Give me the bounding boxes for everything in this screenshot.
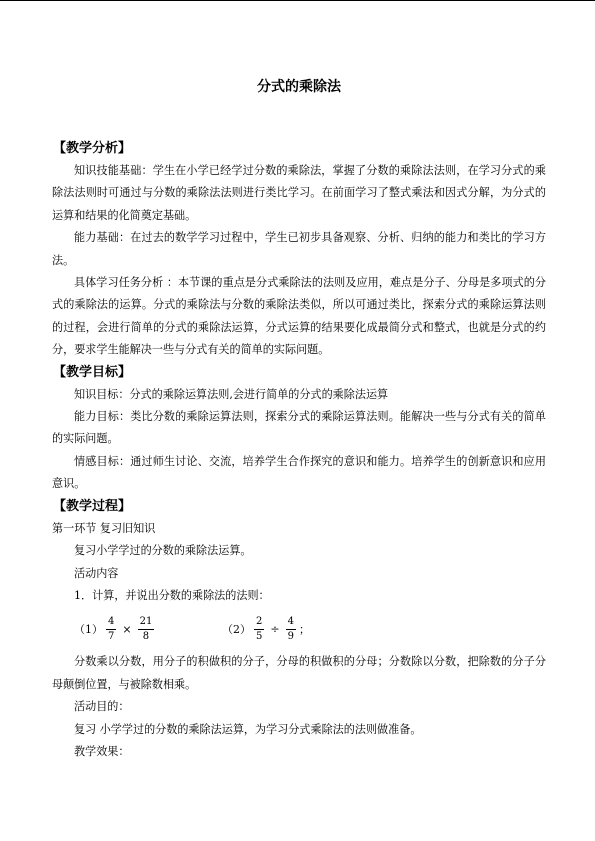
paragraph-emotion-goal: 情感目标：通过师生讨论、交流，培养学生合作探究的意识和能力。培养学生的创新意识和应用意识。 [52,454,546,491]
paragraph-task-analysis: 具体学习任务分析 ：本节课的重点是分式乘除法的法则及应用，难点是分子、分母是多项式的分式的乘除法的运算。分式的乘除法与分数的乘除法类似，所以可通过类比，探索分式的乘除运算法则的过程，会进行简单的分式的乘除法运算，分式运算的结果要化成最简分式和整式，也就是分式的约分，要求学生能解决一些与分式有关的简单的实际问题。 [52,276,546,357]
math-expression-1 [74,607,157,651]
math-expression-2 [222,607,310,651]
fraction-numerator: 4 [286,616,296,630]
expr1-label: （1） [74,623,103,637]
review-line: 复习小学学过的分数的乘除法运算。 [74,544,252,558]
paragraph-ability-goal: 能力目标：类比分数的乘除运算法则，探索分式的乘除运算法则。能解决一些与分式有关的简单的实际问题。 [52,410,546,446]
fraction-2-5 [254,616,264,643]
task-1-line: 1．计算，并说出分数的乘除法的法则： [74,588,270,602]
activity-goal-text: 复习 小学学过的分数的乘除法运算，为学习分式乘除法的法则做准备。 [74,722,422,736]
activity-goal-label: 活动目的： [74,700,130,714]
document-body [52,138,546,763]
section-heading-process: 【教学过程】 [53,498,132,514]
divide-operator: ÷ [270,622,280,636]
multiply-operator: × [122,622,132,636]
fraction-denominator: 7 [108,630,115,642]
paragraph-ability-base: 能力基础：在过去的数学学习过程中，学生已初步具备观察、分析、归纳的能力和类比的学习方法。 [52,231,546,267]
expr2-end-punct: ； [298,623,310,637]
teaching-effect-label: 教学效果： [74,744,130,758]
document-title: 分式的乘除法 [257,79,341,95]
fraction-denominator: 5 [256,630,263,642]
fraction-denominator: 8 [142,630,150,642]
fraction-numerator: 21 [138,616,155,630]
section-heading-goals: 【教学目标】 [53,364,132,380]
fraction-4-9 [286,616,296,643]
page-top-border [0,0,595,1]
math-expressions-row [52,607,546,651]
section-heading-analysis: 【教学分析】 [53,141,132,156]
fraction-4-7 [106,616,116,643]
subsection-title: 第一环节 复习旧知识 [52,521,156,535]
fraction-numerator: 2 [254,616,264,630]
fraction-numerator: 4 [106,616,116,630]
paragraph-fraction-rule: 分数乘以分数，用分子的积做积的分子，分母的积做积的分母；分数除以分数，把除数的分子分母颠倒位置，与被除数相乘。 [52,655,546,691]
paragraph-knowledge-goal: 知识目标：分式的乘除运算法则,会进行简单的分式的乘除法运算 [74,387,389,401]
fraction-21-8 [138,616,155,643]
fraction-denominator: 9 [287,630,294,642]
expr2-label: （2） [222,623,251,637]
activity-content-label: 活动内容 [74,566,119,580]
paragraph-knowledge-base: 知识技能基础：学生在小学已经学过分数的乘除法，掌握了分数的乘除法法则，在学习分式的乘除法法则时可通过与分数的乘除法法则进行类比学习。在前面学习了整式乘法和因式分解，为分式的运算和结果的化简奠定基础。 [52,164,546,222]
